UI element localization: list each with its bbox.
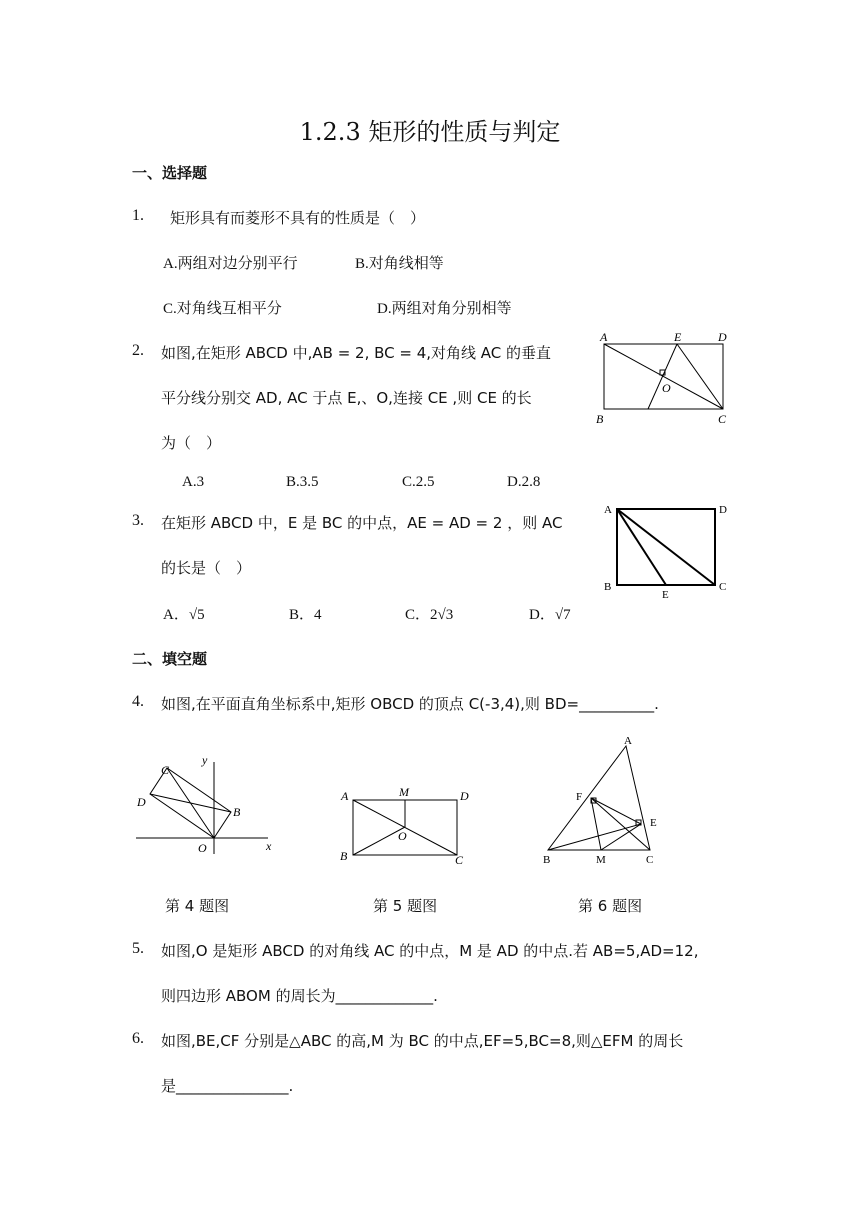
q3-option-b: B．4 — [289, 607, 322, 623]
q2-fig-label-a: A — [600, 330, 608, 344]
q4-text: 如图,在平面直角坐标系中,矩形 OBCD 的顶点 C(-3,4),则 BD=__________. — [161, 695, 659, 713]
q4-figure — [130, 750, 280, 860]
q1-option-b: B.对角线相等 — [355, 256, 444, 272]
q2-fig-label-c: C — [718, 412, 727, 426]
q1-option-a: A.两组对边分别平行 — [163, 256, 298, 272]
section-heading-choice: 一、选择题 — [132, 164, 208, 182]
q3-fig-label-c: C — [719, 581, 727, 593]
q5-fig-label-d: D — [460, 789, 469, 803]
q3-text-line2: 的长是（ ） — [161, 559, 252, 577]
section-heading-fill: 二、填空题 — [132, 650, 208, 668]
q2-number: 2. — [132, 342, 144, 359]
figure-caption-6: 第 6 题图 — [578, 897, 643, 915]
figure-caption-5: 第 5 题图 — [373, 897, 438, 915]
q2-figure — [590, 328, 735, 428]
q2-text-line2: 平分线分别交 AD, AC 于点 E,、O,连接 CE ,则 CE 的长 — [161, 389, 532, 407]
figure-caption-4: 第 4 题图 — [165, 897, 230, 915]
q3-fig-label-b: B — [604, 581, 612, 593]
q5-text-line1: 如图,O 是矩形 ABCD 的对角线 AC 的中点，M 是 AD 的中点.若 AB=5,AD=12, — [161, 942, 699, 960]
q2-option-a: A.3 — [182, 474, 205, 490]
q6-number: 6. — [132, 1030, 144, 1047]
q4-fig-label-y: y — [202, 753, 208, 767]
q3-fig-label-e: E — [662, 589, 669, 601]
q1-number: 1. — [132, 207, 144, 224]
q6-fig-label-f: F — [576, 791, 583, 803]
q2-option-b: B.3.5 — [286, 474, 319, 490]
q6-fig-label-c: C — [646, 854, 654, 866]
q5-figure — [335, 780, 480, 870]
q5-fig-label-b: B — [340, 849, 348, 863]
q6-fig-label-e: E — [650, 817, 657, 829]
q2-option-d: D.2.8 — [507, 474, 541, 490]
q2-text-line3: 为（ ） — [161, 434, 222, 452]
q3-fig-label-d: D — [719, 504, 727, 516]
q1-option-c: C.对角线互相平分 — [163, 301, 282, 317]
q5-text-line2: 则四边形 ABOM 的周长为_____________. — [161, 987, 438, 1005]
q4-fig-label-d: D — [137, 795, 146, 809]
q2-text-line1: 如图,在矩形 ABCD 中,AB = 2, BC = 4,对角线 AC 的垂直 — [161, 344, 552, 362]
q3-option-c: C．2√3 — [405, 607, 454, 623]
q6-text-line2: 是_______________. — [161, 1077, 294, 1095]
q6-text-line1: 如图,BE,CF 分别是△ABC 的高,M 为 BC 的中点,EF=5,BC=8,则△EFM 的周长 — [161, 1032, 684, 1050]
q5-number: 5. — [132, 940, 144, 957]
q5-fig-label-o: O — [398, 829, 407, 843]
q2-option-c: C.2.5 — [402, 474, 435, 490]
q2-fig-label-b: B — [596, 412, 604, 426]
q3-number: 3. — [132, 512, 144, 529]
q1-option-d: D.两组对角分别相等 — [377, 301, 512, 317]
q5-fig-label-a: A — [341, 789, 349, 803]
q2-fig-label-o: O — [662, 381, 671, 395]
q6-figure — [538, 732, 668, 868]
q3-option-d: D．√7 — [529, 607, 571, 623]
q4-fig-label-b: B — [233, 805, 241, 819]
q6-fig-label-a: A — [624, 735, 632, 747]
q1-text: 矩形具有而菱形不具有的性质是（ ） — [170, 209, 426, 227]
q2-fig-label-d: D — [718, 330, 727, 344]
q4-fig-label-x: x — [266, 839, 272, 853]
q6-fig-label-m: M — [596, 854, 606, 866]
page-title: 1.2.3 矩形的性质与判定 — [299, 118, 561, 146]
q4-fig-label-c: C — [161, 763, 170, 777]
q3-figure — [598, 498, 738, 602]
q5-fig-label-m: M — [399, 785, 409, 799]
q6-fig-label-b: B — [543, 854, 551, 866]
q3-option-a: A．√5 — [163, 607, 205, 623]
q2-fig-label-e: E — [674, 330, 682, 344]
q3-fig-label-a: A — [604, 504, 612, 516]
q4-number: 4. — [132, 693, 144, 710]
q4-fig-label-o: O — [198, 841, 207, 855]
q5-fig-label-c: C — [455, 853, 464, 867]
q3-text-line1: 在矩形 ABCD 中，E 是 BC 的中点，AE = AD = 2 ，则 AC — [161, 514, 563, 532]
